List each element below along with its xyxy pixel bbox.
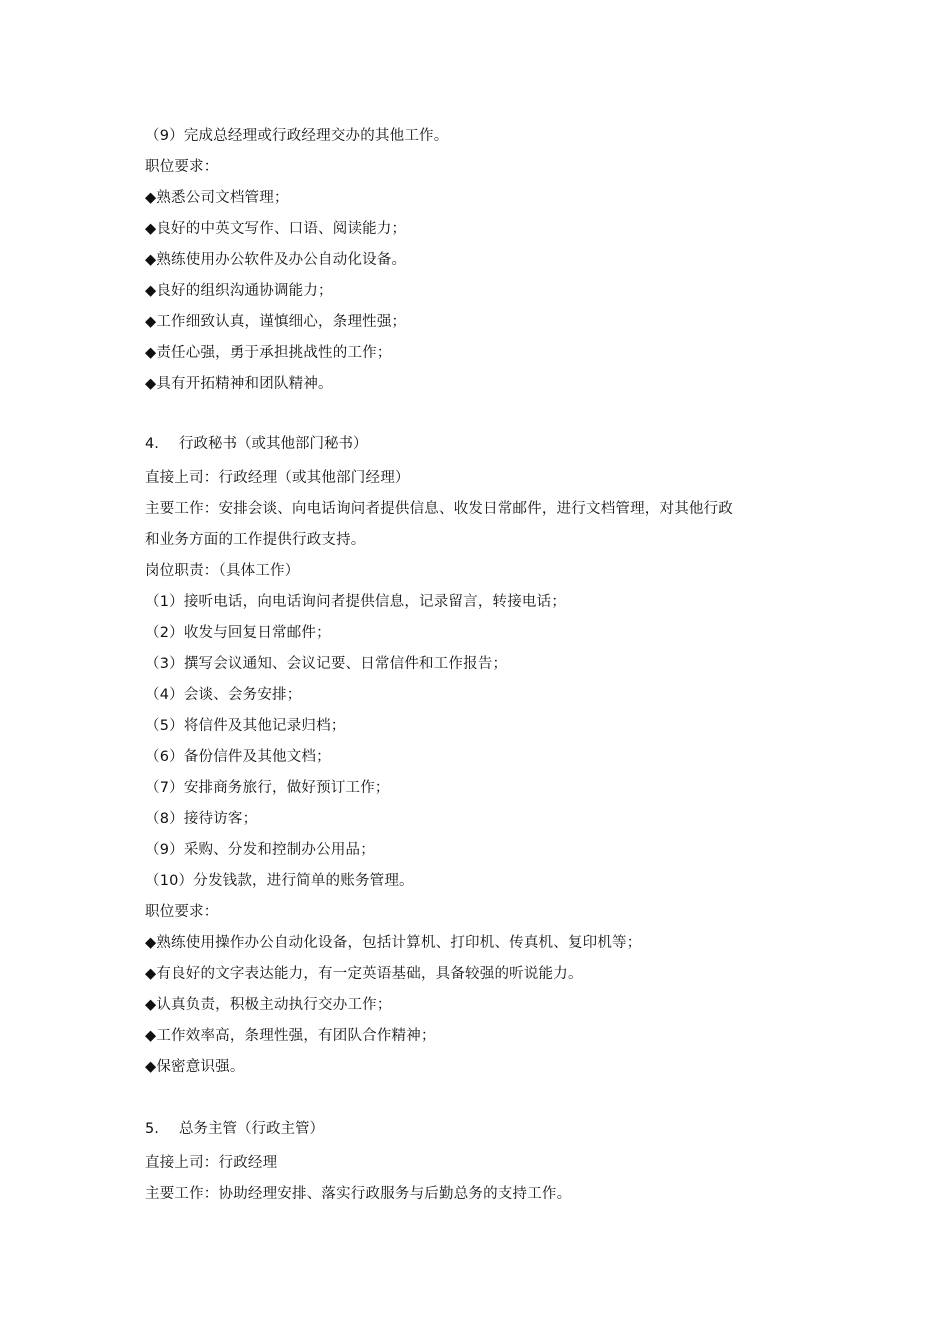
duty-item: （9）完成总经理或行政经理交办的其他工作。 — [145, 128, 449, 144]
section-number: 5. — [145, 1121, 159, 1137]
requirement-item: ◆认真负责，积极主动执行交办工作； — [145, 997, 392, 1013]
requirement-item: ◆责任心强，勇于承担挑战性的工作； — [145, 345, 392, 361]
supervisor-line: 直接上司：行政经理（或其他部门经理） — [145, 470, 410, 486]
duty-item: （10）分发钱款，进行简单的账务管理。 — [145, 873, 414, 889]
requirement-item: ◆熟悉公司文档管理； — [145, 190, 289, 206]
section-number: 4. — [145, 436, 159, 452]
requirement-item: ◆有良好的文字表达能力，有一定英语基础，具备较强的听说能力。 — [145, 966, 583, 982]
requirement-item: ◆保密意识强。 — [145, 1059, 245, 1075]
requirement-item: ◆熟练使用办公软件及办公自动化设备。 — [145, 252, 407, 268]
requirements-title: 职位要求： — [145, 159, 219, 175]
requirement-item: ◆具有开拓精神和团队精神。 — [145, 376, 333, 392]
duty-item: （7）安排商务旅行，做好预订工作； — [145, 780, 390, 796]
requirement-item: ◆良好的中英文写作、口语、阅读能力； — [145, 221, 407, 237]
requirement-item: ◆熟练使用操作办公自动化设备，包括计算机、打印机、传真机、复印机等； — [145, 935, 642, 951]
duty-item: （1）接听电话，向电话询问者提供信息，记录留言，转接电话； — [145, 594, 567, 610]
requirement-item: ◆工作效率高，条理性强，有团队合作精神； — [145, 1028, 436, 1044]
duty-item: （3）撰写会议通知、会议记要、日常信件和工作报告； — [145, 656, 508, 672]
duty-item: （8）接待访客； — [145, 811, 258, 827]
section-title: 总务主管（行政主管） — [179, 1121, 324, 1137]
requirement-item: ◆良好的组织沟通协调能力； — [145, 283, 333, 299]
duty-item: （5）将信件及其他记录归档； — [145, 718, 346, 734]
main-work-line: 主要工作：安排会谈、向电话询问者提供信息、收发日常邮件，进行文档管理，对其他行政 — [145, 501, 733, 517]
main-work-line: 主要工作：协助经理安排、落实行政服务与后勤总务的支持工作。 — [145, 1186, 572, 1202]
duty-item: （9）采购、分发和控制办公用品； — [145, 842, 375, 858]
duty-item: （6）备份信件及其他文档； — [145, 749, 331, 765]
duty-item: （4）会谈、会务安排； — [145, 687, 302, 703]
section-heading — [145, 1120, 324, 1138]
supervisor-line: 直接上司：行政经理 — [145, 1155, 278, 1171]
duty-item: （2）收发与回复日常邮件； — [145, 625, 331, 641]
duties-title: 岗位职责：（具体工作） — [145, 563, 300, 579]
main-work-line: 和业务方面的工作提供行政支持。 — [145, 532, 366, 548]
section-heading — [145, 435, 368, 453]
requirement-item: ◆工作细致认真，谨慎细心，条理性强； — [145, 314, 407, 330]
section-title: 行政秘书（或其他部门秘书） — [179, 436, 368, 452]
requirements-title: 职位要求： — [145, 904, 219, 920]
